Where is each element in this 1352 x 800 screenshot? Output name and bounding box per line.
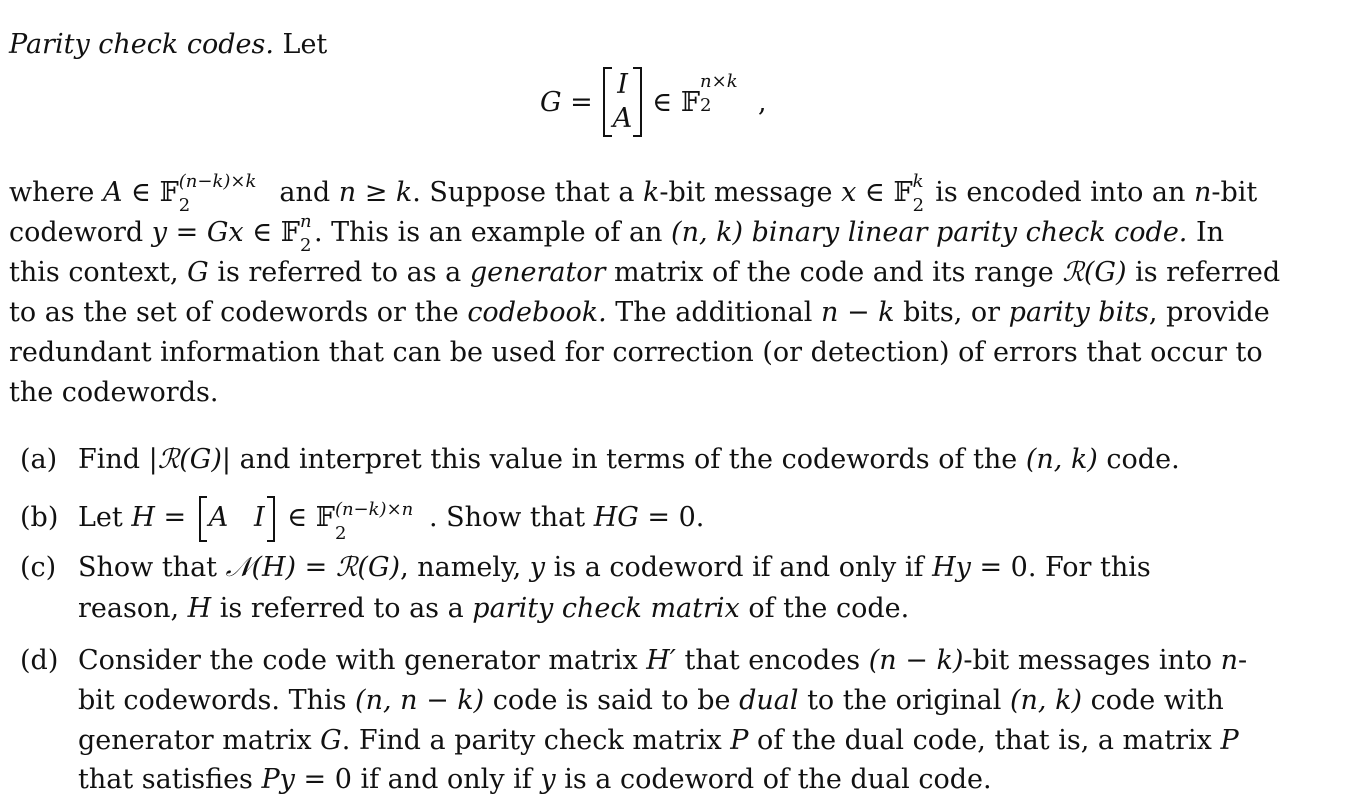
math: (n, n − k) — [355, 685, 485, 716]
block-matrix — [603, 65, 643, 139]
math: H — [131, 502, 155, 533]
math: n — [1193, 177, 1212, 208]
eq-sub: 2 — [700, 95, 712, 116]
math: HG — [593, 502, 639, 533]
text: = — [154, 502, 195, 533]
text: is referred to as a — [208, 257, 470, 288]
item-label: (a) — [20, 444, 58, 475]
text: . Show that — [428, 502, 594, 533]
math: ℛ(G) — [1062, 257, 1127, 288]
math: 𝒩(H) — [225, 552, 297, 583]
math: Hy — [932, 552, 971, 583]
sub: 2 — [178, 195, 191, 216]
emphasis: binary linear parity check code. — [751, 217, 1188, 248]
text: is referred — [1126, 257, 1281, 288]
text: = 0. — [638, 502, 705, 533]
text: . Find a parity check matrix — [341, 725, 731, 756]
math-A: A — [102, 177, 123, 208]
text: matrix of the code and its range — [605, 257, 1063, 288]
eq-lhs: G = — [540, 86, 593, 118]
item-c-line-2 — [20, 589, 909, 629]
text: is referred to as a — [211, 593, 473, 624]
math: P — [730, 725, 749, 756]
text: . This is an example of an — [313, 217, 672, 248]
text: , provide — [1148, 297, 1270, 328]
item-d-line-4 — [20, 760, 992, 800]
math: G — [187, 257, 209, 288]
math: P — [1220, 725, 1239, 756]
text: . Suppose that a — [412, 177, 644, 208]
text: this context, — [9, 257, 188, 288]
text: bits, or — [894, 297, 1009, 328]
sup: (n−k)×n — [334, 499, 414, 520]
math: k — [643, 177, 660, 208]
eq-tail: , — [758, 86, 767, 118]
emphasis: parity bits — [1008, 297, 1149, 328]
generator-matrix-equation — [540, 62, 767, 142]
text: = — [167, 217, 207, 248]
emphasis: dual — [739, 685, 799, 716]
item-d-line-3 — [20, 721, 1239, 761]
emphasis: codebook. — [467, 297, 607, 328]
item-c — [20, 548, 1151, 588]
math: ℛ(G) — [335, 552, 401, 583]
text: to as the set of codewords or the — [9, 297, 468, 328]
math: (n, k) — [671, 217, 744, 248]
matrix-entry: I — [253, 502, 265, 533]
math: Gx — [206, 217, 244, 248]
heading-lead: Let — [282, 29, 328, 60]
text: generator matrix — [78, 725, 321, 756]
text: -bit messages into — [963, 645, 1221, 676]
math: (n − k) — [868, 645, 964, 676]
item-label: (b) — [20, 502, 59, 533]
para-line-4 — [9, 296, 1270, 330]
text: codeword — [9, 217, 152, 248]
math: y — [151, 217, 168, 248]
sup: (n−k)×k — [178, 171, 257, 192]
text: is encoded into an — [926, 177, 1194, 208]
math: (n, k) — [1010, 685, 1082, 716]
sub: 2 — [912, 195, 925, 216]
text: Consider the code with generator matrix — [78, 645, 647, 676]
text: and — [270, 177, 339, 208]
math-field: ∈ 𝔽 — [122, 177, 179, 208]
text: is a codeword if and only if — [545, 552, 933, 583]
sup: n — [299, 211, 312, 232]
math: y — [540, 764, 556, 795]
math: H′ — [646, 645, 676, 676]
sub: 2 — [299, 235, 312, 256]
text — [743, 217, 752, 248]
text: Find | — [78, 444, 158, 475]
para-line-1 — [9, 171, 1258, 216]
eq-sup: n×k — [700, 71, 738, 92]
eq-rhs: ∈ 𝔽 — [652, 86, 701, 118]
math: n − k — [821, 297, 895, 328]
matrix-top: I — [617, 69, 628, 100]
text: Let — [78, 502, 132, 533]
text: is a codeword of the dual code. — [555, 764, 992, 795]
math: x — [841, 177, 857, 208]
item-label: (d) — [20, 645, 59, 676]
text: -bit — [1211, 177, 1258, 208]
text: where — [9, 177, 103, 208]
text: code. — [1097, 444, 1180, 475]
math-field: ∈ 𝔽 — [856, 177, 913, 208]
text: - — [1238, 645, 1248, 676]
text: to the original — [798, 685, 1010, 716]
text: The additional — [606, 297, 821, 328]
math: n ≥ k — [338, 177, 413, 208]
math-field: ∈ 𝔽 — [243, 217, 300, 248]
emphasis: generator — [469, 257, 606, 288]
text: , namely, — [400, 552, 530, 583]
problem-heading — [9, 28, 327, 62]
math: ℛ(G) — [157, 444, 222, 475]
text: reason, — [78, 593, 188, 624]
item-a — [20, 440, 1180, 480]
text: -bit message — [659, 177, 842, 208]
text: In — [1187, 217, 1225, 248]
text: = 0 if and only if — [294, 764, 541, 795]
item-label: (c) — [20, 552, 57, 583]
item-d — [20, 641, 1247, 681]
math: (n, k) — [1025, 444, 1098, 475]
para-line-5: redundant information that can be used for correction (or detection) of errors that occur to — [9, 337, 1263, 368]
matrix-entry: A — [208, 502, 229, 533]
para-line-3 — [9, 256, 1280, 290]
math: H — [187, 593, 212, 624]
text: of the code. — [739, 593, 910, 624]
sup: k — [912, 171, 924, 192]
row-matrix — [199, 498, 275, 538]
problem-title: Parity check codes. — [9, 29, 274, 60]
text: that encodes — [675, 645, 869, 676]
emphasis: parity check matrix — [472, 593, 740, 624]
text: that satisfies — [78, 764, 262, 795]
text: bit codewords. This — [78, 685, 356, 716]
math-field: ∈ 𝔽 — [278, 502, 335, 533]
math: n — [1220, 645, 1239, 676]
text: = — [296, 552, 336, 583]
text: | and interpret this value in terms of the codewords of the — [221, 444, 1026, 475]
text: = 0. For this — [970, 552, 1151, 583]
math: Py — [261, 764, 295, 795]
text: code with — [1081, 685, 1224, 716]
text: Show that — [78, 552, 226, 583]
math: y — [529, 552, 546, 583]
matrix-bottom: A — [612, 103, 633, 134]
item-b — [20, 498, 705, 544]
text: of the dual code, that is, a matrix — [748, 725, 1221, 756]
sub: 2 — [334, 523, 347, 544]
para-line-2 — [9, 211, 1225, 256]
text: code is said to be — [484, 685, 740, 716]
math: G — [320, 725, 342, 756]
para-line-6: the codewords. — [9, 377, 219, 408]
item-d-line-2 — [20, 681, 1224, 721]
